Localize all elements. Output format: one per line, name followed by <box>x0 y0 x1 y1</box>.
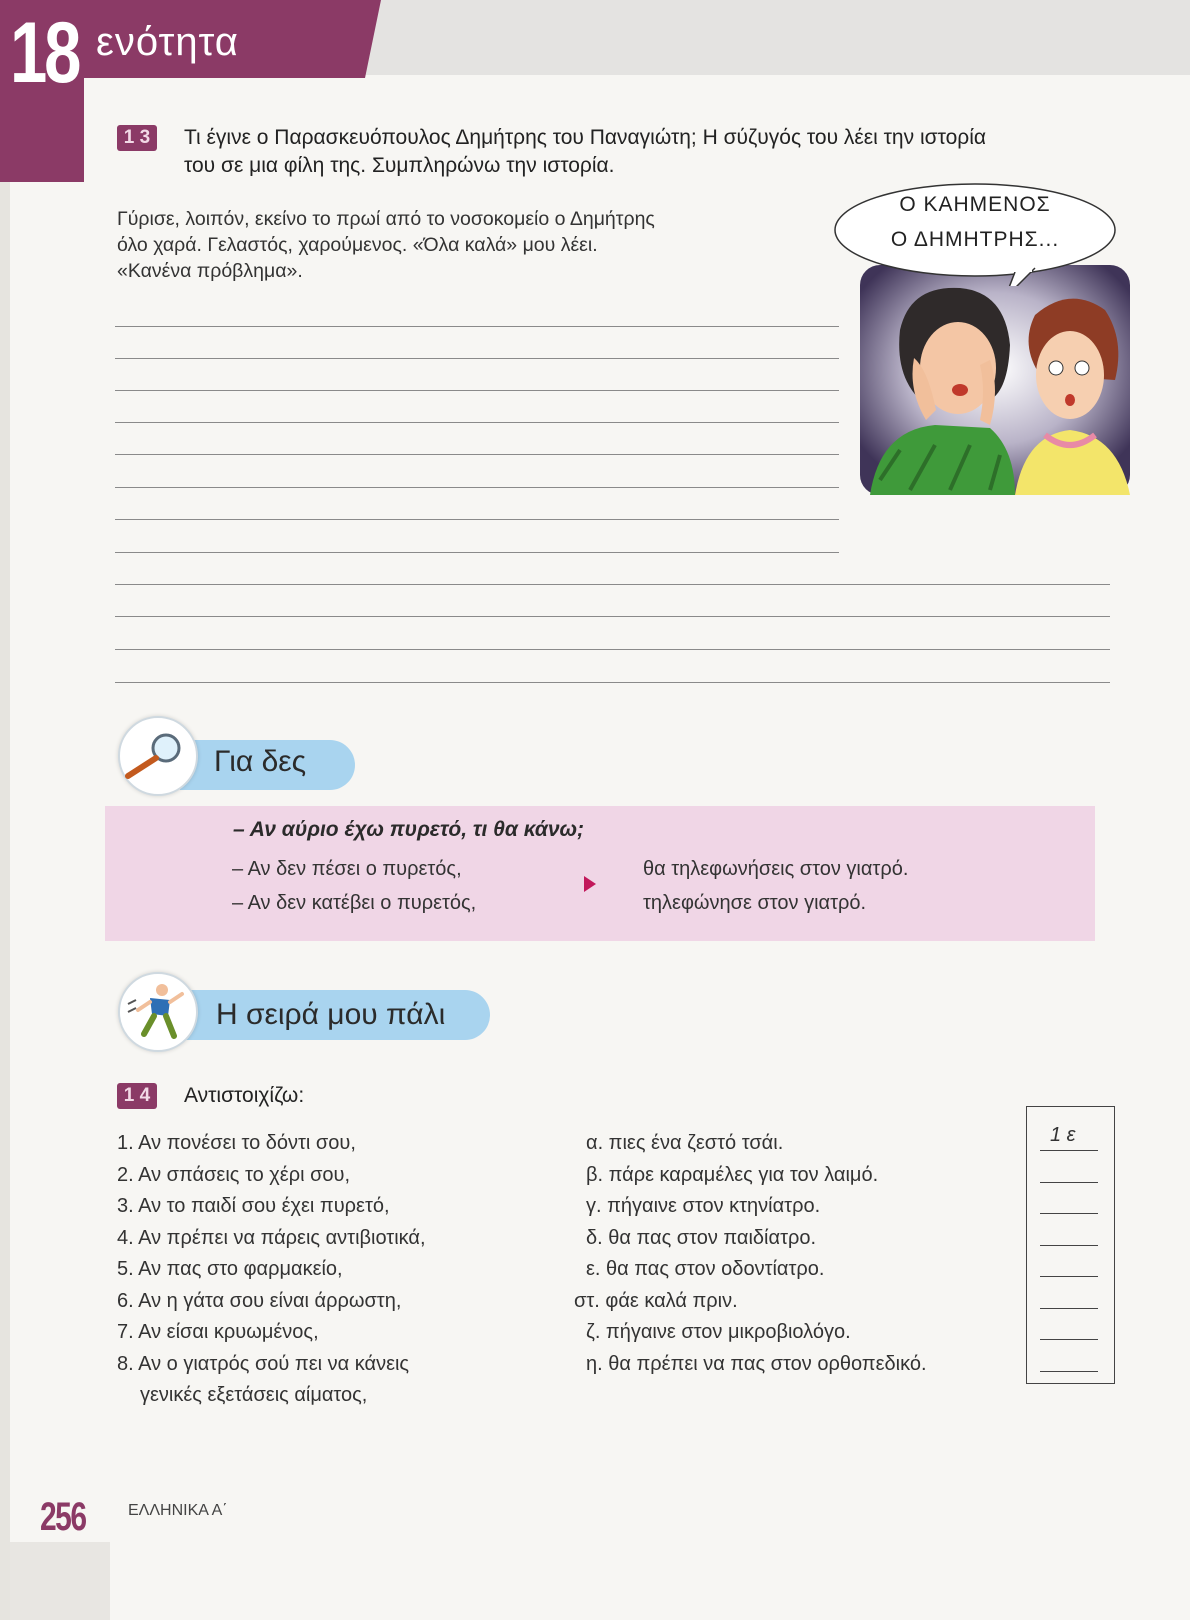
exercise-14-instruction: Αντιστοιχίζω: <box>184 1084 305 1107</box>
answer-slot[interactable] <box>1040 1213 1098 1214</box>
speech-line: Ο ΚΑΗΜΕΝΟΣ <box>899 193 1051 216</box>
writing-line[interactable] <box>115 422 839 423</box>
list-item: 4. Αν πρέπει να πάρεις αντιβιοτικά, <box>117 1226 426 1249</box>
story-text <box>117 206 817 284</box>
writing-line[interactable] <box>115 616 1110 617</box>
story-line: Γύρισε, λοιπόν, εκείνο το πρωί από το νοσοκομείο ο Δημήτρης <box>117 208 655 230</box>
writing-line[interactable] <box>115 454 839 455</box>
answer-slot[interactable] <box>1040 1245 1098 1246</box>
list-item: γενικές εξετάσεις αίματος, <box>140 1384 368 1406</box>
gia-des-label: Για δες <box>214 745 307 778</box>
magnifier-icon <box>120 718 196 794</box>
speech-line: Ο ΔΗΜΗΤΡΗΣ... <box>890 228 1060 251</box>
result-1: θα τηλεφωνήσεις στον γιατρό. <box>643 858 909 880</box>
answer-slot[interactable] <box>1040 1371 1098 1372</box>
list-item: 8. Αν ο γιατρός σού πει να κάνεις <box>117 1352 410 1375</box>
list-item: ε. θα πας στον οδοντίατρο. <box>586 1258 825 1280</box>
writing-line[interactable] <box>115 649 1110 650</box>
list-item: 5. Αν πας στο φαρμακείο, <box>117 1258 343 1280</box>
writing-line[interactable] <box>115 326 839 327</box>
list-item: στ. φάε καλά πριν. <box>574 1289 738 1312</box>
grammar-note-question: – Αν αύριο έχω πυρετό, τι θα κάνω; <box>233 818 585 841</box>
answer-slot[interactable] <box>1040 1339 1098 1340</box>
answer-slot[interactable] <box>1040 1308 1098 1309</box>
writing-line[interactable] <box>115 487 839 488</box>
answer-slot[interactable] <box>1040 1150 1098 1151</box>
answer-slot[interactable] <box>1040 1182 1098 1183</box>
list-item: 7. Αν είσαι κρυωμένος, <box>117 1321 319 1343</box>
writing-line[interactable] <box>115 358 839 359</box>
list-item: γ. πήγαινε στον κτηνίατρο. <box>586 1195 821 1217</box>
running-person-icon <box>120 974 196 1050</box>
list-item: ζ. πήγαινε στον μικροβιολόγο. <box>586 1321 851 1343</box>
writing-line[interactable] <box>115 682 1110 683</box>
list-item: η. θα πρέπει να πας στον ορθοπεδικό. <box>586 1352 927 1375</box>
list-item: α. πιες ένα ζεστό τσάι. <box>586 1132 784 1154</box>
footer-bar <box>10 1542 110 1620</box>
list-item: δ. θα πας στον παιδίατρο. <box>586 1226 817 1249</box>
list-item: β. πάρε καραμέλες για τον λαιμό. <box>586 1163 879 1186</box>
writing-line[interactable] <box>115 390 839 391</box>
book-title: ΕΛΛΗΝΙΚΑ Α΄ <box>128 1502 228 1519</box>
list-item: 6. Αν η γάτα σου είναι άρρωστη, <box>117 1289 402 1312</box>
list-item: 3. Αν το παιδί σου έχει πυρετό, <box>117 1195 390 1217</box>
writing-line[interactable] <box>115 552 839 553</box>
exercise-badge-13: 1 3 <box>117 125 157 151</box>
instruction-line: Τι έγινε ο Παρασκευόπουλος Δημήτρης του Παναγιώτη; Η σύζυγός του λέει την ιστορία <box>184 126 986 149</box>
exercise-badge-14: 1 4 <box>117 1083 157 1109</box>
answer-slot[interactable] <box>1040 1276 1098 1277</box>
list-item: 2. Αν σπάσεις το χέρι σου, <box>117 1163 351 1186</box>
list-item: 1. Αν πονέσει το δόντι σου, <box>117 1132 356 1154</box>
my-turn-icon-circle <box>118 972 198 1052</box>
arrow-icon <box>584 876 596 892</box>
gia-des-icon-circle <box>118 716 198 796</box>
writing-line[interactable] <box>115 519 839 520</box>
my-turn-label: Η σειρά μου πάλι <box>216 998 446 1031</box>
page-edge <box>0 0 10 1620</box>
writing-line[interactable] <box>115 584 1110 585</box>
exercise-13-instruction <box>184 124 986 180</box>
unit-title: ενότητα <box>96 20 239 64</box>
left-column-list <box>117 1128 426 1412</box>
condition-2: – Αν δεν κατέβει ο πυρετός, <box>232 892 477 914</box>
unit-number: 18 <box>10 5 79 101</box>
condition-1: – Αν δεν πέσει ο πυρετός, <box>232 858 462 880</box>
story-line: «Κανένα πρόβλημα». <box>117 260 303 282</box>
right-column-list <box>574 1128 927 1380</box>
two-women-illustration <box>840 250 1145 540</box>
instruction-line: του σε μια φίλη της. Συμπληρώνω την ιστορία. <box>184 154 615 177</box>
story-line: όλο χαρά. Γελαστός, χαρούμενος. «Όλα καλά» μου λέει. <box>117 234 598 256</box>
result-2: τηλεφώνησε στον γιατρό. <box>643 892 867 914</box>
page-number: 256 <box>40 1495 86 1539</box>
answer-example: 1 ε <box>1050 1124 1076 1146</box>
